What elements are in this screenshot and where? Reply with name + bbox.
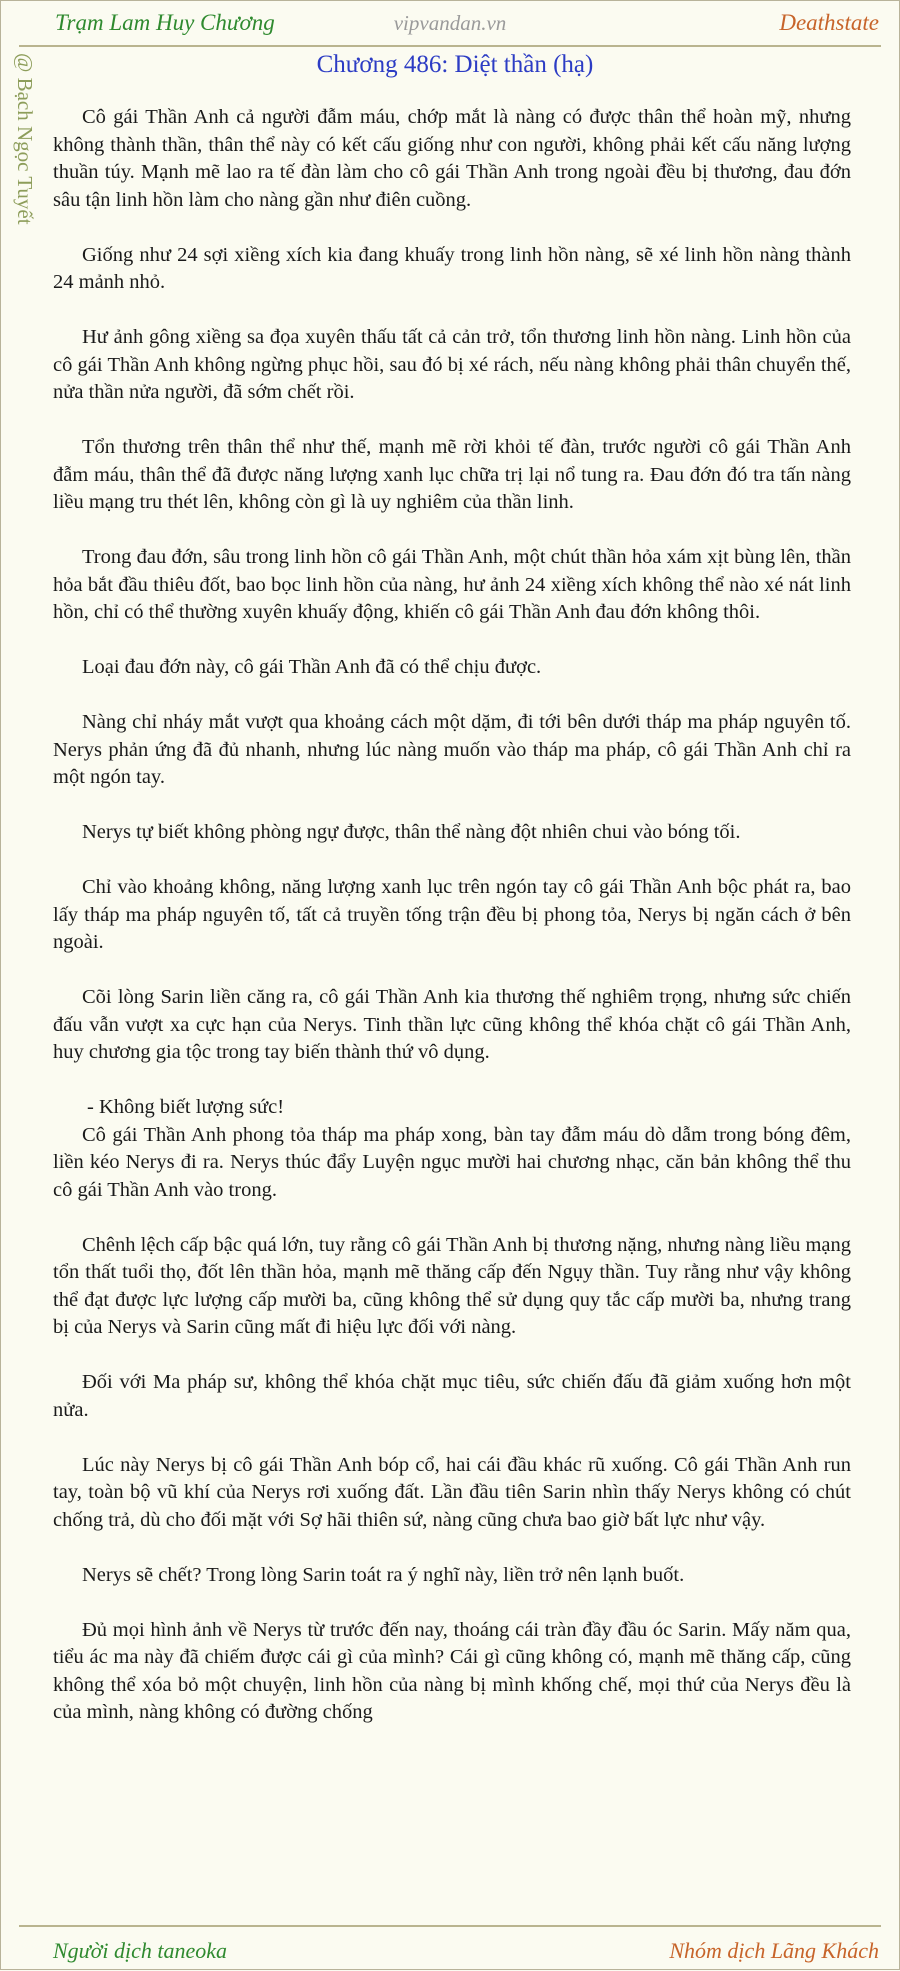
paragraph: Cô gái Thần Anh phong tỏa tháp ma pháp xong, bàn tay đẫm máu dò dẫm trong bóng đêm, liền kéo Nerys đi ra. Nerys thúc đẩy Luyện ngục mười hai chương nhạc, căn bản không thể thu cô gái Thần Anh vào trong. (53, 1123, 851, 1201)
paragraph: Chênh lệch cấp bậc quá lớn, tuy rằng cô gái Thần Anh bị thương nặng, nhưng nàng liều mạng tổn thất tuổi thọ, đốt lên thần hỏa, mạnh mẽ thăng cấp đến Ngụy thần. Tuy rằng như vậy không thể đạt được lực lượng cấp mười ba, cũng không thể sử dụng quy tắc cấp mười ba, nhưng trang bị của Nerys và Sarin cũng mất đi hiệu lực đối với nàng. (53, 1233, 851, 1338)
page-footer (19, 1925, 881, 1971)
paragraph: Trong đau đớn, sâu trong linh hồn cô gái Thần Anh, một chút thần hỏa xám xịt bùng lên, thần hỏa bắt đầu thiêu đốt, bao bọc linh hồn của nàng, hư ảnh 24 xiềng xích không thể nào xé nát linh hồn, chỉ có thể thường xuyên khuấy động, khiến cô gái Thần Anh đau đớn không thôi. (53, 546, 851, 623)
paragraph: Cõi lòng Sarin liền căng ra, cô gái Thần Anh kia thương thế nghiêm trọng, nhưng sức chiến đấu vẫn vượt xa cực hạn của Nerys. Tinh thần lực cũng không thể khóa chặt cô gái Thần Anh, huy chương gia tộc trong tay biến thành thứ vô dụng. (53, 986, 851, 1063)
footer-translator: Người dịch taneoka (53, 1938, 228, 1963)
sidebar-credit (9, 53, 39, 293)
paragraph: Chỉ vào khoảng không, năng lượng xanh lục trên ngón tay cô gái Thần Anh bộc phát ra, bao lấy tháp ma pháp nguyên tố, tất cả truyền tống trận đều bị phong tỏa, Nerys bị ngăn cách ở bên ngoài. (53, 876, 851, 953)
sidebar-credit-text: @ Bạch Ngọc Tuyết (13, 53, 37, 225)
paragraph: Lúc này Nerys bị cô gái Thần Anh bóp cổ, hai cái đầu khác rũ xuống. Cô gái Thần Anh run tay, toàn bộ vũ khí của Nerys rơi xuống đất. Lần đầu tiên Sarin nhìn thấy Nerys không có chút chống trả, dù cho đối mặt với Sợ hãi thiên sứ, nàng cũng chưa bao giờ bất lực như vậy. (53, 1453, 851, 1531)
paragraph: Giống như 24 sợi xiềng xích kia đang khuấy trong linh hồn nàng, sẽ xé linh hồn nàng thành 24 mảnh nhỏ. (53, 243, 851, 293)
paragraph: Nàng chỉ nháy mắt vượt qua khoảng cách một dặm, đi tới bên dưới tháp ma pháp nguyên tố. Nerys phản ứng đã đủ nhanh, nhưng lúc nàng muốn vào tháp ma pháp, cô gái Thần Anh chỉ ra một ngón tay. (53, 711, 851, 788)
chapter-body (53, 104, 851, 1894)
header-site-name: vipvandan.vn (393, 11, 507, 35)
header-story-title: Trạm Lam Huy Chương (55, 10, 275, 35)
paragraph: Loại đau đớn này, cô gái Thần Anh đã có thể chịu được. (82, 656, 542, 678)
paragraph: Nerys sẽ chết? Trong lòng Sarin toát ra ý nghĩ này, liền trở nên lạnh buốt. (82, 1563, 685, 1586)
footer-group: Nhóm dịch Lãng Khách (669, 1938, 879, 1963)
page-header (19, 1, 881, 47)
header-author: Deathstate (779, 10, 879, 35)
paragraph: Tổn thương trên thân thể như thế, mạnh mẽ rời khỏi tế đàn, trước người cô gái Thần Anh đẫm máu, thân thể đã được năng lượng xanh lục chữa trị lại nổ tung ra. Đau đớn đó tra tấn nàng liều mạng tru thét lên, không còn gì là uy nghiêm của thần linh. (53, 436, 851, 513)
paragraph: Đủ mọi hình ảnh về Nerys từ trước đến nay, thoáng cái tràn đầy đầu óc Sarin. Mấy năm qua, tiểu ác ma này đã chiếm được cái gì của mình? Cái gì cũng không có, mạnh mẽ thăng cấp, cũng không thể xóa bỏ một chuyện, linh hồn của nàng bị mình khống chế, mọi thứ của Nerys đều là của mình, nàng không có đường chống (53, 1618, 851, 1723)
paragraph: Đối với Ma pháp sư, không thể khóa chặt mục tiêu, sức chiến đấu đã giảm xuống hơn một nửa. (53, 1371, 851, 1421)
paragraph: Hư ảnh gông xiềng sa đọa xuyên thấu tất cả cản trở, tổn thương linh hồn nàng. Linh hồn của cô gái Thần Anh không ngừng phục hồi, sau đó bị xé rách, nếu nàng không phải thân chuyển thế, nửa thần nửa người, đã sớm chết rồi. (53, 326, 851, 403)
paragraph: Cô gái Thần Anh cả người đẫm máu, chớp mắt là nàng có được thân thể hoàn mỹ, nhưng không thành thần, thân thể này có kết cấu giống như con người, không phải kết cấu năng lượng thuần túy. Mạnh mẽ lao ra tế đàn làm cho cô gái Thần Anh trong ngoài đều bị thương, đau đớn sâu tận linh hồn làm cho nàng gần như điên cuồng. (53, 106, 851, 211)
paragraph: Nerys tự biết không phòng ngự được, thân thể nàng đột nhiên chui vào bóng tối. (82, 821, 741, 843)
dialog-line: - Không biết lượng sức! (87, 1096, 285, 1118)
chapter-title: Chương 486: Diệt thần (hạ) (316, 51, 594, 78)
